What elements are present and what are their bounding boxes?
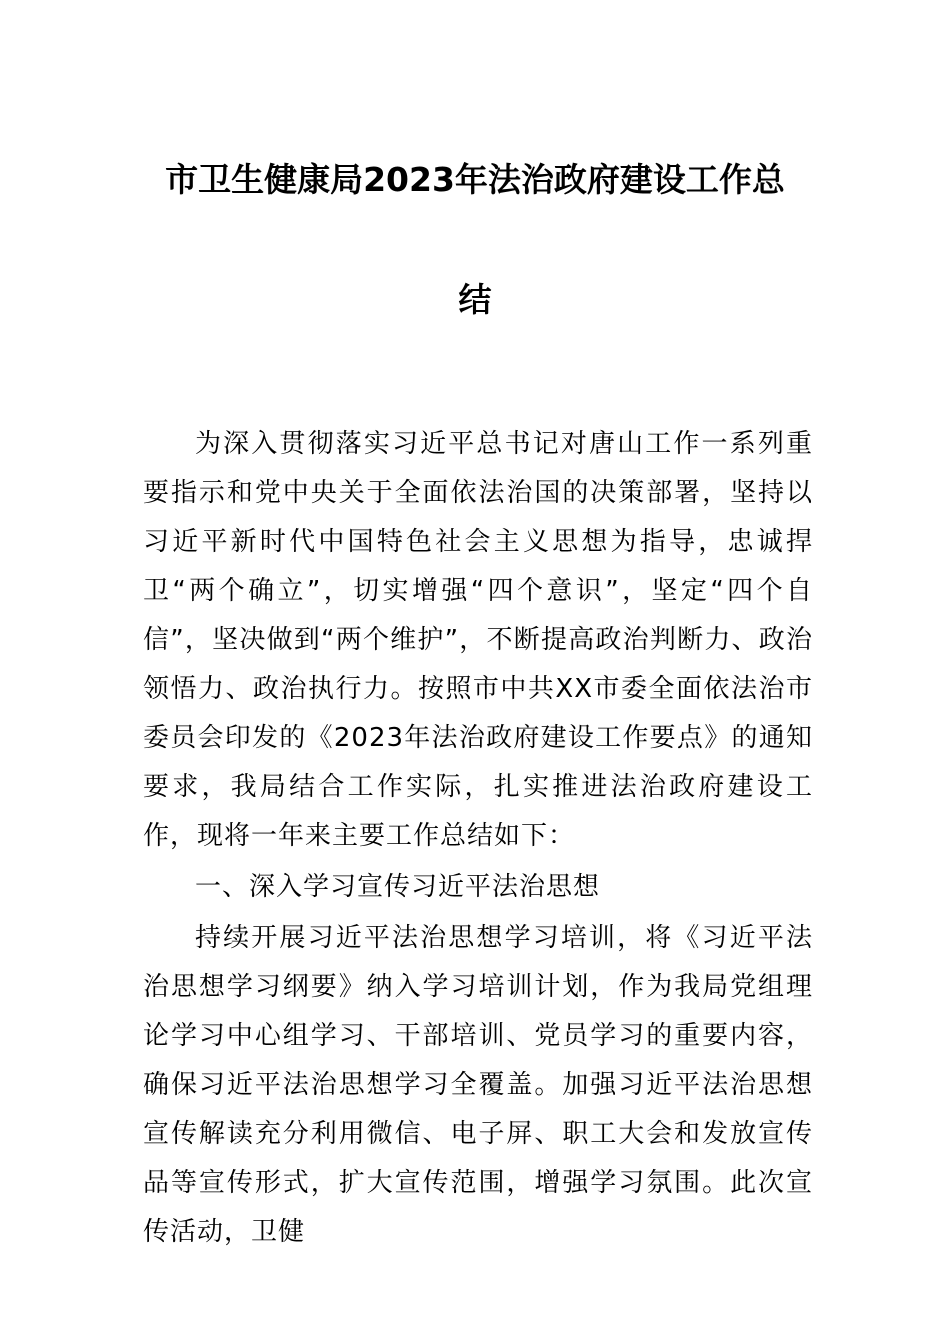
body-paragraph: 为深入贯彻落实习近平总书记对唐山工作一系列重要指示和党中央关于全面依法治国的决策部署，坚持以习近平新时代中国特色社会主义思想为指导，忠诚捍卫“两个确立”，切实增强“四个意识”，坚定“四个自信”，坚决做到“两个维护”，不断提高政治判断力、政治领悟力、政治执行力。按照市中共XX市委全面依法治市委员会印发的《2023年法治政府建设工作要点》的通知要求，我局结合工作实际，扎实推进法治政府建设工作，现将一年来主要工作总结如下： bbox=[143, 429, 813, 851]
document-title-line-1: 市卫生健康局2023年法治政府建设工作总 bbox=[165, 160, 785, 199]
body-paragraph-1-block bbox=[143, 420, 813, 861]
body-paragraph: 持续开展习近平法治思想学习培训，将《习近平法治思想学习纲要》纳入学习培训计划，作为我局党组理论学习中心组学习、干部培训、党员学习的重要内容，确保习近平法治思想学习全覆盖。加强习近平法治思想宣传解读充分利用微信、电子屏、职工大会和发放宣传品等宣传形式，扩大宣传范围，增强学习氛围。此次宣传活动，卫健 bbox=[143, 923, 813, 1247]
document-title-line-2: 结 bbox=[458, 280, 492, 319]
body-paragraph-2-block bbox=[143, 914, 813, 1257]
section-heading-block bbox=[143, 863, 813, 912]
section-heading: 一、深入学习宣传习近平法治思想 bbox=[195, 872, 601, 902]
